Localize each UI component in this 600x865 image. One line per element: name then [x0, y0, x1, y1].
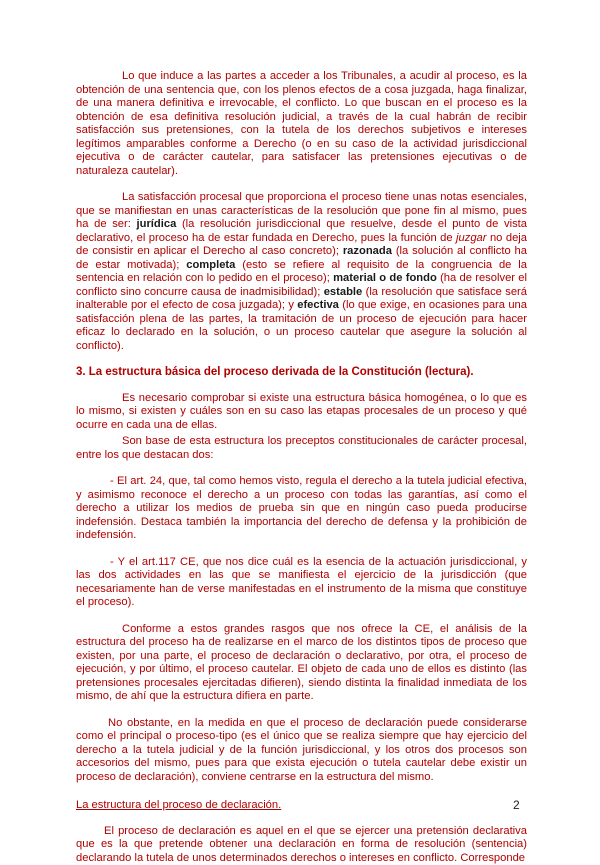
text-run: (la solución al conflicto ha de estar motivada);: [76, 245, 527, 271]
text-run: La satisfacción procesal que proporciona el proceso tiene unas notas esenciales, que se manifiestan en unas características de la resolución que pone fin al mismo, pues ha de ser:: [76, 191, 527, 230]
term-razonada: razonada: [343, 245, 392, 257]
section-heading-3: 3. La estructura básica del proceso derivada de la Constitución (lectura).: [76, 366, 527, 380]
paragraph-no-obstante: No obstante, en la medida en que el proceso de declaración puede considerarse como el principal o proceso-tipo (es el único que se realiza siempre que hay ejercicio del derecho a la tutela judicial y de la función jurisdiccional, y los otros dos procesos son accesorios del mismo, pues para que exista ejecución o tutela cautelar debe existir un proceso de declaración), conviene centrarse en la estructura del mismo.: [76, 717, 527, 785]
text-run: (lo que exige, en ocasiones para una satisfacción plena de las partes, la tramitación de un proceso de ejecución para hacer eficaz lo declarado en la solución, o un proceso cautelar que asegure la solución al conflicto).: [76, 299, 527, 352]
term-juridica: jurídica: [137, 218, 177, 230]
text-run: no deja de consistir en aplicar el Derecho al caso concreto);: [76, 232, 527, 258]
term-efectiva: efectiva: [297, 299, 339, 311]
text-run: (ha de resolver el conflicto sino concurre causa de inadmisibilidad);: [76, 272, 527, 298]
term-completa: completa: [186, 259, 235, 271]
page-number: 2: [513, 798, 520, 812]
text-run: (la resolución que satisface será inalterable por el efecto de cosa juzgada); y: [76, 286, 527, 312]
term-estable: estable: [324, 286, 363, 298]
paragraph-estructura-basica: Es necesario comprobar si existe una estructura básica homogénea, o lo que es lo mismo, si existen y cuáles son en su caso las etapas procesales de un proceso y qué ocurre en cada una de ellas.: [76, 392, 527, 433]
paragraph-intro: Lo que induce a las partes a acceder a los Tribunales, a acudir al proceso, es la obtención de una sentencia que, con los plenos efectos de a cosa juzgada, haga finalizar, de una manera definitiva e irrevocable, el conflicto. Lo que buscan en el proceso es la obtención de esa definitiva resolución judicial, a través de la cual habrán de recibir satisfacción sus pretensiones, con la tutela de los derechos subjetivos e intereses legítimos amparables conforme a Derecho (o en su caso de la actividad jurisdiccional ejecutiva o de carácter cautelar, para satisfacer las pretensiones ejecutivas o de naturaleza cautelar).: [76, 70, 527, 178]
subheading-proceso-declaracion: La estructura del proceso de declaración.: [76, 799, 527, 813]
paragraph-proceso-declaracion: El proceso de declaración es aquel en el que se ejercer una pretensión declarativa que es la que pretende obtener una declaración en forma de resolución (sentencia) declarando la tutela de unos determinados derechos o intereses en conflicto. Corresponde: [76, 825, 527, 865]
page-content: [76, 70, 527, 865]
paragraph-preceptos: Son base de esta estructura los preceptos constitucionales de carácter procesal, entre los que destacan dos:: [76, 435, 527, 462]
term-juzgar: juzgar: [456, 232, 486, 244]
paragraph-art-24: - El art. 24, que, tal como hemos visto, regula el derecho a la tutela judicial efectiva, y asimismo reconoce el derecho a un proceso con todas las garantías, así como el derecho a utilizar los medios de prueba sin que en ningún caso pueda producirse indefensión. Destaca también la importancia del derecho de defensa y la prohibición de indefensión.: [76, 475, 527, 543]
term-material-fondo: material o de fondo: [333, 272, 437, 284]
paragraph-satisfaccion-procesal: [76, 191, 527, 353]
text-run: (esto se refiere al requisito de la congruencia de la sentencia en relación con lo pedido en el proceso);: [76, 259, 527, 285]
paragraph-conforme: Conforme a estos grandes rasgos que nos ofrece la CE, el análisis de la estructura del proceso ha de realizarse en el marco de los distintos tipos de proceso que existen, por una parte, el proceso de declaración o declarativo, por otra, el proceso de ejecución, y por último, el proceso cautelar. El objeto de cada uno de ellos es distinto (las pretensiones procesales ejercitadas difieren), siendo distinta la finalidad inmediata de los mismo, de ahí que la estructura difiera en parte.: [76, 623, 527, 704]
text-run: (la resolución jurisdiccional que resuelve, desde el punto de vista declarativo, el proceso ha de estar fundada en Derecho, pues la función de: [76, 218, 527, 244]
paragraph-art-117: - Y el art.117 CE, que nos dice cuál es la esencia de la actuación jurisdiccional, y las dos actividades en las que se manifiesta el ejercicio de la jurisdicción (que necesariamente han de verse manifestadas en el instrumento de la misma que constituye el proceso).: [76, 556, 527, 610]
